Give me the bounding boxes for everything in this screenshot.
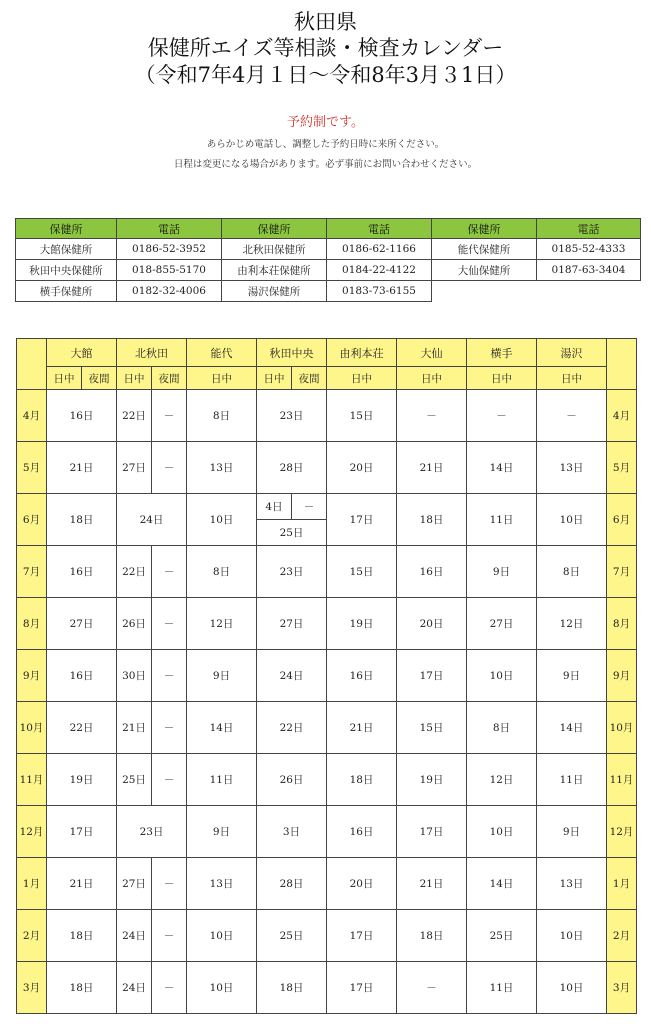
noshiro-date: 13日 — [187, 442, 257, 494]
corner-cell — [607, 339, 637, 390]
yokote-date: 27日 — [467, 598, 537, 650]
noshiro-date: 13日 — [187, 858, 257, 910]
yokote-date: 14日 — [467, 858, 537, 910]
kitaakita-day-date: 24日 — [117, 910, 152, 962]
yokote-date: 8日 — [467, 702, 537, 754]
daytime-label: 日中 — [467, 367, 537, 390]
yokote-date: 14日 — [467, 442, 537, 494]
kitaakita-night-date: － — [152, 650, 187, 702]
akita-chuo-date: 27日 — [257, 598, 327, 650]
yurihonjo-date: 17日 — [327, 910, 397, 962]
kitaakita-night-date: － — [152, 910, 187, 962]
center-column-header: 能代 — [187, 339, 257, 367]
health-center-name: 大仙保健所 — [432, 260, 537, 281]
odate-date: 18日 — [47, 494, 117, 546]
month-label: 4月 — [17, 390, 47, 442]
yurihonjo-date: 15日 — [327, 390, 397, 442]
month-row — [17, 546, 637, 598]
center-column-header: 湯沢 — [537, 339, 607, 367]
month-label: 8月 — [17, 598, 47, 650]
daisen-date: 17日 — [397, 806, 467, 858]
month-label: 11月 — [17, 754, 47, 806]
kitaakita-night-date: － — [152, 754, 187, 806]
contact-row — [16, 239, 641, 260]
kitaakita-day-date: 26日 — [117, 598, 152, 650]
page-title: 秋田県 — [294, 10, 357, 34]
center-column-header: 大館 — [47, 339, 117, 367]
health-center-phone: 0182-32-4006 — [117, 281, 222, 302]
empty-cell — [537, 281, 641, 302]
yurihonjo-date: 15日 — [327, 546, 397, 598]
yokote-date: 9日 — [467, 546, 537, 598]
yurihonjo-date: 21日 — [327, 702, 397, 754]
night-label: 夜間 — [152, 367, 187, 390]
month-row — [17, 442, 637, 494]
health-center-name: 由利本荘保健所 — [222, 260, 327, 281]
health-center-name: 大館保健所 — [16, 239, 117, 260]
yokote-date: 25日 — [467, 910, 537, 962]
akita-chuo-day-date: 4日 — [257, 494, 292, 519]
odate-date: 19日 — [47, 754, 117, 806]
month-label: 9月 — [607, 650, 637, 702]
health-center-phone: 018-855-5170 — [117, 260, 222, 281]
akita-chuo-date: 28日 — [257, 858, 327, 910]
daisen-date: 16日 — [397, 546, 467, 598]
yuzawa-date: － — [537, 390, 607, 442]
yuzawa-date: 9日 — [537, 650, 607, 702]
akita-chuo-date: 22日 — [257, 702, 327, 754]
month-row — [17, 754, 637, 806]
contact-row — [16, 260, 641, 281]
yuzawa-date: 10日 — [537, 910, 607, 962]
yokote-date: － — [467, 390, 537, 442]
noshiro-date: 9日 — [187, 806, 257, 858]
yuzawa-date: 12日 — [537, 598, 607, 650]
reservation-notice: 予約制です。 — [287, 115, 364, 130]
daisen-date: 21日 — [397, 858, 467, 910]
kitaakita-day-date: 22日 — [117, 390, 152, 442]
daytime-label: 日中 — [537, 367, 607, 390]
reservation-instruction: あらかじめ電話し、調整した予約日時に来所ください。 — [206, 139, 445, 150]
month-row — [17, 806, 637, 858]
health-center-name: 横手保健所 — [16, 281, 117, 302]
kitaakita-night-date: － — [152, 442, 187, 494]
contact-header-cell: 保健所 — [222, 219, 327, 239]
kitaakita-date: 24日 — [117, 494, 187, 546]
yurihonjo-date: 17日 — [327, 962, 397, 1014]
daytime-label: 日中 — [397, 367, 467, 390]
center-column-header: 大仙 — [397, 339, 467, 367]
yurihonjo-date: 19日 — [327, 598, 397, 650]
health-center-contact-table — [15, 218, 641, 302]
health-center-phone: 0186-52-3952 — [117, 239, 222, 260]
odate-date: 21日 — [47, 442, 117, 494]
kitaakita-night-date: － — [152, 962, 187, 1014]
contact-header-cell: 電話 — [327, 219, 432, 239]
noshiro-date: 8日 — [187, 546, 257, 598]
noshiro-date: 10日 — [187, 962, 257, 1014]
month-label: 6月 — [17, 494, 47, 546]
yuzawa-date: 11日 — [537, 754, 607, 806]
health-center-phone: 0183-73-6155 — [327, 281, 432, 302]
yurihonjo-date: 18日 — [327, 754, 397, 806]
yurihonjo-date: 20日 — [327, 858, 397, 910]
health-center-name: 北秋田保健所 — [222, 239, 327, 260]
month-label: 7月 — [607, 546, 637, 598]
kitaakita-day-date: 22日 — [117, 546, 152, 598]
center-column-header: 横手 — [467, 339, 537, 367]
empty-cell — [432, 281, 537, 302]
month-label: 2月 — [607, 910, 637, 962]
akita-chuo-date — [257, 494, 327, 546]
akita-chuo-date: 26日 — [257, 754, 327, 806]
kitaakita-night-date: － — [152, 390, 187, 442]
month-row — [17, 962, 637, 1014]
kitaakita-night-date: － — [152, 598, 187, 650]
daisen-date: － — [397, 390, 467, 442]
month-label: 3月 — [607, 962, 637, 1014]
health-center-phone: 0187-63-3404 — [537, 260, 641, 281]
akita-chuo-extra-date: 25日 — [279, 527, 304, 539]
yuzawa-date: 10日 — [537, 962, 607, 1014]
month-label: 2月 — [17, 910, 47, 962]
daytime-label: 日中 — [47, 367, 82, 390]
daisen-date: 15日 — [397, 702, 467, 754]
odate-date: 27日 — [47, 598, 117, 650]
health-center-phone: 0186-62-1166 — [327, 239, 432, 260]
health-center-phone: 0185-52-4333 — [537, 239, 641, 260]
odate-date: 16日 — [47, 650, 117, 702]
noshiro-date: 14日 — [187, 702, 257, 754]
kitaakita-day-date: 25日 — [117, 754, 152, 806]
health-center-name: 湯沢保健所 — [222, 281, 327, 302]
contact-row — [16, 281, 641, 302]
health-center-name: 秋田中央保健所 — [16, 260, 117, 281]
odate-date: 17日 — [47, 806, 117, 858]
yokote-date: 10日 — [467, 806, 537, 858]
yuzawa-date: 8日 — [537, 546, 607, 598]
yuzawa-date: 9日 — [537, 806, 607, 858]
month-label: 5月 — [17, 442, 47, 494]
odate-date: 22日 — [47, 702, 117, 754]
month-label: 9月 — [17, 650, 47, 702]
akita-chuo-night-date: － — [303, 501, 315, 513]
daisen-date: － — [397, 962, 467, 1014]
month-row — [17, 702, 637, 754]
contact-header-cell: 保健所 — [16, 219, 117, 239]
yokote-date: 10日 — [467, 650, 537, 702]
kitaakita-day-date: 30日 — [117, 650, 152, 702]
month-label: 10月 — [17, 702, 47, 754]
night-label: 夜間 — [82, 367, 117, 390]
daytime-label: 日中 — [327, 367, 397, 390]
center-column-header: 秋田中央 — [257, 339, 327, 367]
month-row — [17, 390, 637, 442]
noshiro-date: 9日 — [187, 650, 257, 702]
kitaakita-date: 23日 — [117, 806, 187, 858]
month-row — [17, 598, 637, 650]
daytime-label: 日中 — [117, 367, 152, 390]
noshiro-date: 11日 — [187, 754, 257, 806]
month-label: 10月 — [607, 702, 637, 754]
daisen-date: 18日 — [397, 494, 467, 546]
consultation-schedule-table — [16, 338, 637, 1014]
yurihonjo-date: 16日 — [327, 806, 397, 858]
akita-chuo-split-top — [257, 494, 326, 520]
yurihonjo-date: 20日 — [327, 442, 397, 494]
kitaakita-day-date: 24日 — [117, 962, 152, 1014]
contact-header-cell: 保健所 — [432, 219, 537, 239]
daytime-label: 日中 — [187, 367, 257, 390]
odate-date: 18日 — [47, 962, 117, 1014]
akita-chuo-date: 3日 — [257, 806, 327, 858]
kitaakita-night-date: － — [152, 858, 187, 910]
period-label: （令和7年4月１日～令和8年3月３1日） — [134, 63, 517, 87]
month-row — [17, 650, 637, 702]
month-label: 12月 — [17, 806, 47, 858]
month-label: 5月 — [607, 442, 637, 494]
month-label: 1月 — [17, 858, 47, 910]
odate-date: 18日 — [47, 910, 117, 962]
akita-chuo-date: 23日 — [257, 390, 327, 442]
kitaakita-day-date: 27日 — [117, 442, 152, 494]
month-label: 1月 — [607, 858, 637, 910]
daisen-date: 21日 — [397, 442, 467, 494]
contact-header-cell: 電話 — [117, 219, 222, 239]
month-row — [17, 858, 637, 910]
kitaakita-night-date: － — [152, 702, 187, 754]
odate-date: 16日 — [47, 546, 117, 598]
yokote-date: 11日 — [467, 494, 537, 546]
yuzawa-date: 10日 — [537, 494, 607, 546]
month-label: 8月 — [607, 598, 637, 650]
health-center-phone: 0184-22-4122 — [327, 260, 432, 281]
akita-chuo-split-cell — [257, 494, 326, 545]
yuzawa-date: 14日 — [537, 702, 607, 754]
noshiro-date: 8日 — [187, 390, 257, 442]
yurihonjo-date: 17日 — [327, 494, 397, 546]
month-row — [17, 494, 637, 546]
akita-chuo-date: 25日 — [257, 910, 327, 962]
yurihonjo-date: 16日 — [327, 650, 397, 702]
yuzawa-date: 13日 — [537, 442, 607, 494]
month-label: 12月 — [607, 806, 637, 858]
month-row — [17, 910, 637, 962]
daisen-date: 19日 — [397, 754, 467, 806]
contact-header-cell: 電話 — [537, 219, 641, 239]
month-label: 11月 — [607, 754, 637, 806]
daytime-label: 日中 — [257, 367, 292, 390]
month-label: 3月 — [17, 962, 47, 1014]
schedule-change-notice: 日程は変更になる場合があります。必ず事前にお問い合わせください。 — [173, 159, 478, 170]
akita-chuo-date: 24日 — [257, 650, 327, 702]
center-column-header: 由利本荘 — [327, 339, 397, 367]
corner-cell — [17, 339, 47, 390]
month-label: 6月 — [607, 494, 637, 546]
page-subtitle: 保健所エイズ等相談・検査カレンダー — [147, 36, 504, 60]
noshiro-date: 10日 — [187, 910, 257, 962]
akita-chuo-date: 23日 — [257, 546, 327, 598]
night-label: 夜間 — [292, 367, 327, 390]
akita-chuo-date: 18日 — [257, 962, 327, 1014]
kitaakita-day-date: 21日 — [117, 702, 152, 754]
daisen-date: 18日 — [397, 910, 467, 962]
daisen-date: 20日 — [397, 598, 467, 650]
yuzawa-date: 13日 — [537, 858, 607, 910]
yokote-date: 12日 — [467, 754, 537, 806]
daisen-date: 17日 — [397, 650, 467, 702]
akita-chuo-date: 28日 — [257, 442, 327, 494]
yokote-date: 11日 — [467, 962, 537, 1014]
noshiro-date: 10日 — [187, 494, 257, 546]
month-label: 7月 — [17, 546, 47, 598]
odate-date: 16日 — [47, 390, 117, 442]
kitaakita-day-date: 27日 — [117, 858, 152, 910]
month-label: 4月 — [607, 390, 637, 442]
odate-date: 21日 — [47, 858, 117, 910]
health-center-name: 能代保健所 — [432, 239, 537, 260]
kitaakita-night-date: － — [152, 546, 187, 598]
center-column-header: 北秋田 — [117, 339, 187, 367]
noshiro-date: 12日 — [187, 598, 257, 650]
